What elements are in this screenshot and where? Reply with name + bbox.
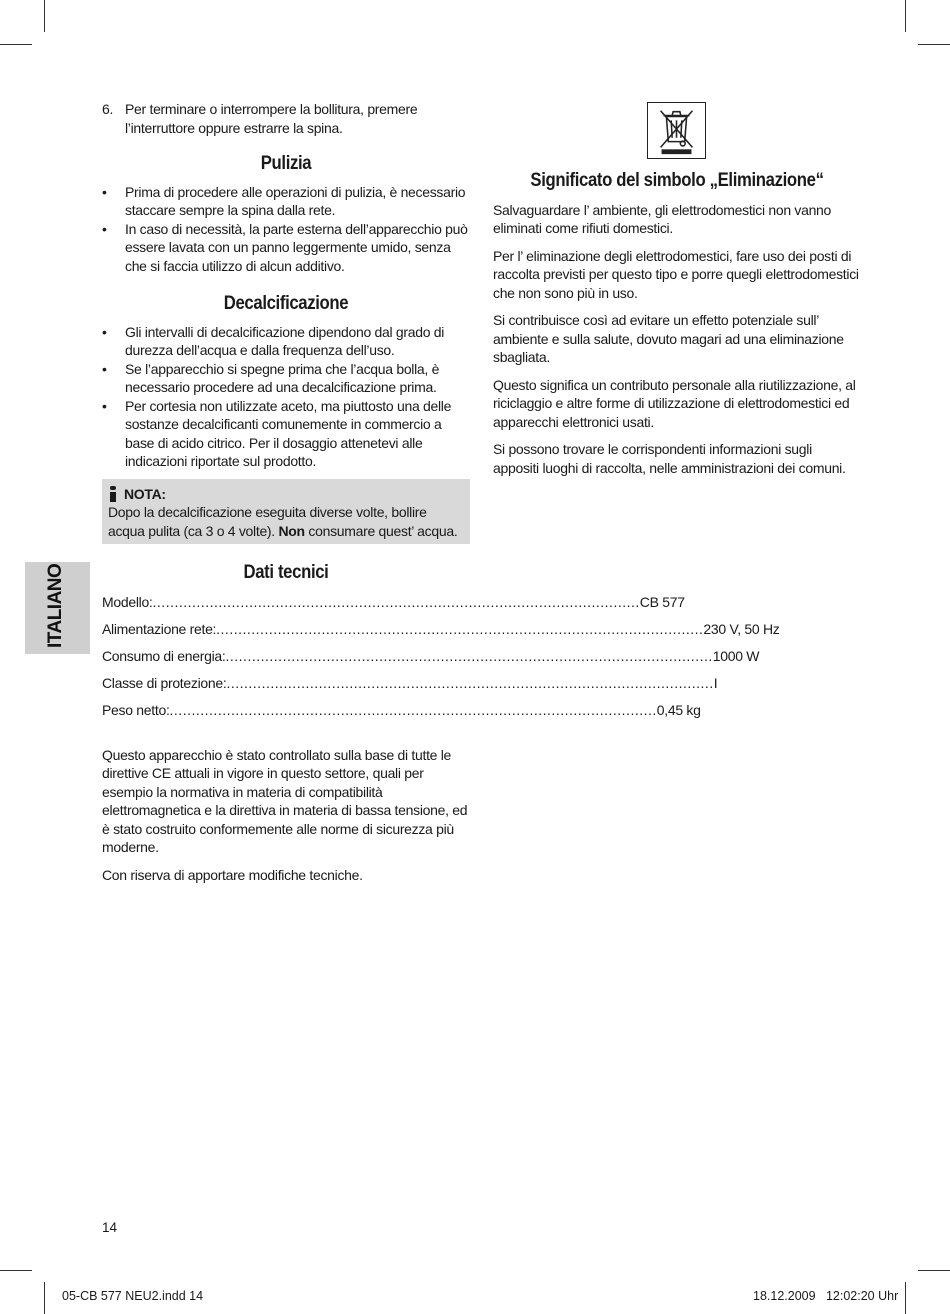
spec-row: Classe di protezione: ............................................................................................................... I: [102, 674, 718, 691]
note-label: NOTA:: [124, 485, 166, 502]
heading-decalcificazione: Decalcificazione: [223, 293, 349, 314]
footer-timestamp: 18.12.2009 12:02:20 Uhr: [753, 1289, 899, 1303]
crop-mark: [0, 44, 32, 45]
step-text: Per terminare o interrompere la bollitura, premere l’interruttore oppure estrarre la spina.: [125, 101, 418, 136]
note-box: [102, 479, 470, 545]
spec-row: Peso netto: ............................................................................................................... 0,45 kg: [102, 701, 701, 718]
list-item: • In caso di necessità, la parte esterna dell’apparecchio può essere lavata con un panno leggermente umido, senza che si faccia utilizzo di alcun additivo.: [102, 220, 468, 274]
heading-eliminazione: Significato del simbolo „Eliminazione“: [530, 170, 824, 191]
info-icon: [108, 486, 118, 502]
spec-row: Modello: ............................................................................................................... CB 577: [102, 593, 685, 610]
crop-mark: [0, 1270, 32, 1271]
step-6: [102, 100, 470, 137]
note-header: [108, 485, 464, 504]
paragraph: Salvaguardare l’ ambiente, gli elettrodomestici non vanno eliminati come rifiuti domestici.: [493, 201, 832, 236]
crop-mark: [905, 0, 906, 32]
list-item: • Per cortesia non utilizzate aceto, ma piuttosto una delle sostanze decalcificanti comunemente in commercio a base di acido citrico. Per il dosaggio attenetevi alle indicazioni riportate sul prodotto.: [102, 397, 452, 469]
paragraph: Per l’ eliminazione degli elettrodomestici, fare uso dei posti di raccolta previsti per questo tipo e porre quegli elettrodomestici che non sono più in uso.: [493, 247, 859, 301]
crop-mark: [918, 44, 950, 45]
compliance-text: [102, 746, 470, 885]
step-number: 6.: [102, 101, 114, 117]
decalcificazione-list: [102, 323, 470, 471]
spec-row: Consumo di energia: ............................................................................................................... 1000 W: [102, 647, 760, 664]
crop-mark: [44, 1282, 45, 1314]
paragraph: Si contribuisce così ad evitare un effetto potenziale sull’ ambiente e sulla salute, dovuto magari ad una eliminazione sbagliata.: [493, 312, 844, 365]
list-item: • Se l’apparecchio si spegne prima che l’acqua bolla, è necessario procedere ad una decalcificazione prima.: [102, 360, 440, 395]
paragraph: Questo apparecchio è stato controllato sulla base di tutte le direttive CE attuali in vigore in questo settore, quali per esempio la normativa in materia di compatibilità elettromagnetica e la direttiva in materia di bassa tensione, ed è stato costruito conformemente alle norme di sicurezza più moderne.: [102, 746, 468, 855]
crop-mark: [918, 1270, 950, 1271]
paragraph: Questo significa un contributo personale alla riutilizzazione, al riciclaggio e altre forme di utilizzazione di elettrodomestici ed apparecchi elettronici usati.: [493, 376, 856, 430]
pulizia-list: [102, 183, 470, 276]
footer-file-info: 05-CB 577 NEU2.indd 14: [62, 1289, 204, 1303]
list-item: • Gli intervalli di decalcificazione dipendono dal grado di durezza dell’acqua e dalla frequenza dell’uso.: [102, 323, 445, 358]
list-item: • Prima di procedere alle operazioni di pulizia, è necessario staccare sempre la spina dalla rete.: [102, 183, 466, 218]
heading-pulizia: Pulizia: [260, 153, 312, 174]
crop-mark: [44, 0, 45, 32]
spec-row: Alimentazione rete: ............................................................................................................... 230 V, 50 Hz: [102, 620, 780, 637]
page-number: 14: [102, 1220, 118, 1235]
note-text: Dopo la decalcificazione eseguita diverse volte, bollire acqua pulita (ca 3 o 4 volte). Non consumare quest’ acqua.: [108, 504, 458, 539]
spec-table: [102, 593, 780, 728]
heading-dati-tecnici: Dati tecnici: [243, 562, 329, 583]
paragraph: Si possono trovare le corrispondenti informazioni sugli appositi luoghi di raccolta, nelle amministrazioni dei comuni.: [493, 441, 846, 476]
crop-mark: [905, 1282, 906, 1314]
language-tab-label: ITALIANO: [45, 563, 66, 648]
paragraph: Con riserva di apportare modifiche tecniche.: [102, 866, 363, 883]
right-column: [493, 100, 861, 486]
